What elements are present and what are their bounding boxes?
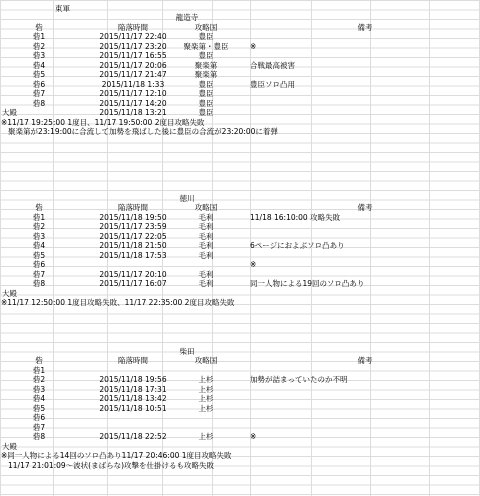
row-note: 豊臣ソロ凸用: [250, 79, 295, 89]
row-fort: 砦8: [32, 279, 46, 289]
row-fort: 砦5: [32, 403, 46, 413]
row-fort: 大殿: [2, 441, 17, 451]
clan-name: 龍造寺: [175, 13, 199, 23]
row-time: 2015/11/17 12:10: [99, 89, 167, 99]
row-attacker: [170, 260, 242, 270]
row-attacker: 豊臣: [198, 79, 214, 89]
row-attacker: 毛利: [198, 231, 214, 241]
row-note: [250, 51, 480, 61]
row-time: 2015/11/18 17:53: [99, 250, 167, 260]
row-attacker: 毛利: [198, 269, 214, 279]
header-attacker: 攻略国: [194, 356, 218, 366]
row-attacker: 上杉: [198, 403, 214, 413]
row-fort: 砦2: [32, 41, 46, 51]
row-attacker: 豊臣: [198, 108, 214, 118]
row-fort: 大殿: [2, 288, 17, 298]
row-time: 2015/11/18 13:21: [99, 108, 167, 118]
row-note: 6ページにおよぶソロ凸あり: [250, 241, 345, 251]
row-note: ※: [250, 41, 257, 51]
row-time: 2015/11/17 14:20: [99, 98, 167, 108]
row-attacker: [170, 289, 242, 299]
row-time: 2015/11/17 23:59: [99, 222, 167, 232]
row-note: 加勢が詰まっていたのか不明: [250, 375, 348, 385]
header-note: 備考: [357, 356, 373, 366]
header-time: 陥落時間: [118, 22, 148, 32]
row-note: [250, 70, 480, 80]
row-fort: 砦3: [32, 51, 46, 61]
row-note: [250, 232, 480, 242]
row-time: 2015/11/18 21:50: [99, 241, 167, 251]
header-fort: 砦: [35, 356, 43, 366]
row-note: [250, 404, 480, 414]
row-attacker: [170, 366, 242, 376]
row-time: 2015/11/17 16:55: [99, 51, 167, 61]
row-attacker: 上杉: [198, 384, 214, 394]
row-attacker: 聚楽第・豊臣: [183, 41, 229, 51]
row-time: 2015/11/17 20:10: [99, 269, 167, 279]
row-attacker: [170, 442, 242, 452]
row-attacker: 上杉: [198, 432, 214, 442]
row-note: [250, 222, 480, 232]
row-time: 2015/11/17 20:06: [99, 60, 167, 70]
row-fort: 砦4: [32, 394, 46, 404]
row-attacker: 豊臣: [198, 89, 214, 99]
row-fort: 砦7: [32, 422, 46, 432]
row-fort: 砦5: [32, 250, 46, 260]
row-time: 2015/11/17 21:47: [99, 70, 167, 80]
footnote: 聚楽第が23:19:00に合流して加勢を飛ばした後に豊臣の合流が23:20:00に着弾: [8, 127, 278, 137]
row-attacker: 毛利: [198, 212, 214, 222]
row-fort: 砦2: [32, 375, 46, 385]
row-note: [250, 99, 480, 109]
row-time: 2015/11/17 16:07: [99, 279, 167, 289]
row-time: 2015/11/18 13:42: [99, 394, 167, 404]
row-note: [250, 442, 480, 452]
clan-name: 徳川: [179, 193, 195, 203]
row-fort: 砦7: [32, 89, 46, 99]
row-fort: 砦8: [32, 432, 46, 442]
row-attacker: 豊臣: [198, 51, 214, 61]
row-attacker: 豊臣: [198, 98, 214, 108]
row-fort: 砦6: [32, 413, 46, 423]
row-fort: 砦5: [32, 70, 46, 80]
row-attacker: [170, 413, 242, 423]
row-fort: 砦2: [32, 222, 46, 232]
header-note: 備考: [357, 203, 373, 213]
row-time: 2015/11/18 10:51: [99, 403, 167, 413]
row-note: [250, 270, 480, 280]
row-note: ※: [250, 260, 257, 270]
footnote: 11/17 21:01:09～波状(まばらな)攻撃を仕掛けるも攻略失敗: [8, 460, 215, 470]
row-attacker: 聚楽第: [194, 60, 218, 70]
header-note: 備考: [357, 22, 373, 32]
row-note: [250, 413, 480, 423]
row-note: 合戦最高被害: [250, 60, 295, 70]
row-note: [250, 385, 480, 395]
row-attacker: 毛利: [198, 279, 214, 289]
row-note: 同一人物による19回のソロ凸あり: [250, 279, 365, 289]
row-fort: 砦1: [32, 365, 46, 375]
row-time: 2015/11/18 19:50: [99, 212, 167, 222]
row-attacker: 毛利: [198, 222, 214, 232]
row-note: [250, 251, 480, 261]
row-note: ※: [250, 432, 257, 442]
row-attacker: 毛利: [198, 250, 214, 260]
row-fort: 砦1: [32, 32, 46, 42]
row-fort: 砦6: [32, 260, 46, 270]
header-fort: 砦: [35, 203, 43, 213]
clan-name: 柴田: [179, 346, 195, 356]
row-attacker: [170, 423, 242, 433]
row-note: [250, 89, 480, 99]
row-note: [250, 394, 480, 404]
row-attacker: 豊臣: [198, 32, 214, 42]
row-attacker: 上杉: [198, 394, 214, 404]
row-attacker: 毛利: [198, 241, 214, 251]
row-note: [250, 32, 480, 42]
row-time: 2015/11/18 1:33: [101, 79, 165, 89]
row-time: 2015/11/17 22:40: [99, 32, 167, 42]
footnote: ※同一人物による14回のソロ凸あり11/17 20:46:00 1度目攻略失敗: [1, 451, 232, 461]
row-fort: 砦4: [32, 241, 46, 251]
row-note: [250, 423, 480, 433]
row-attacker: 聚楽第: [194, 70, 218, 80]
row-time: 2015/11/18 19:56: [99, 375, 167, 385]
army-label: 東軍: [55, 3, 70, 13]
row-fort: 砦6: [32, 79, 46, 89]
row-fort: 砦8: [32, 98, 46, 108]
row-fort: 砦3: [32, 384, 46, 394]
header-time: 陥落時間: [118, 203, 148, 213]
row-time: 2015/11/17 23:20: [99, 41, 167, 51]
row-time: 2015/11/18 17:31: [99, 384, 167, 394]
footnote: ※11/17 12:50:00 1度目攻略失敗、11/17 22:35:00 2度目攻略失敗: [1, 298, 235, 308]
row-note: [250, 108, 480, 118]
row-attacker: 上杉: [198, 375, 214, 385]
row-note: 11/18 16:10:00 攻略失敗: [250, 212, 341, 222]
row-fort: 砦4: [32, 60, 46, 70]
header-attacker: 攻略国: [194, 22, 218, 32]
header-time: 陥落時間: [118, 356, 148, 366]
header-fort: 砦: [35, 22, 43, 32]
row-note: [250, 366, 480, 376]
header-attacker: 攻略国: [194, 203, 218, 213]
row-time: 2015/11/17 22:05: [99, 231, 167, 241]
row-fort: 砦1: [32, 212, 46, 222]
row-time: 2015/11/18 22:52: [99, 432, 167, 442]
row-fort: 砦3: [32, 231, 46, 241]
footnote: ※11/17 19:25:00 1度目、11/17 19:50:00 2度目攻略失敗: [1, 117, 205, 127]
row-fort: 大殿: [2, 108, 17, 118]
row-note: [250, 289, 480, 299]
row-fort: 砦7: [32, 269, 46, 279]
